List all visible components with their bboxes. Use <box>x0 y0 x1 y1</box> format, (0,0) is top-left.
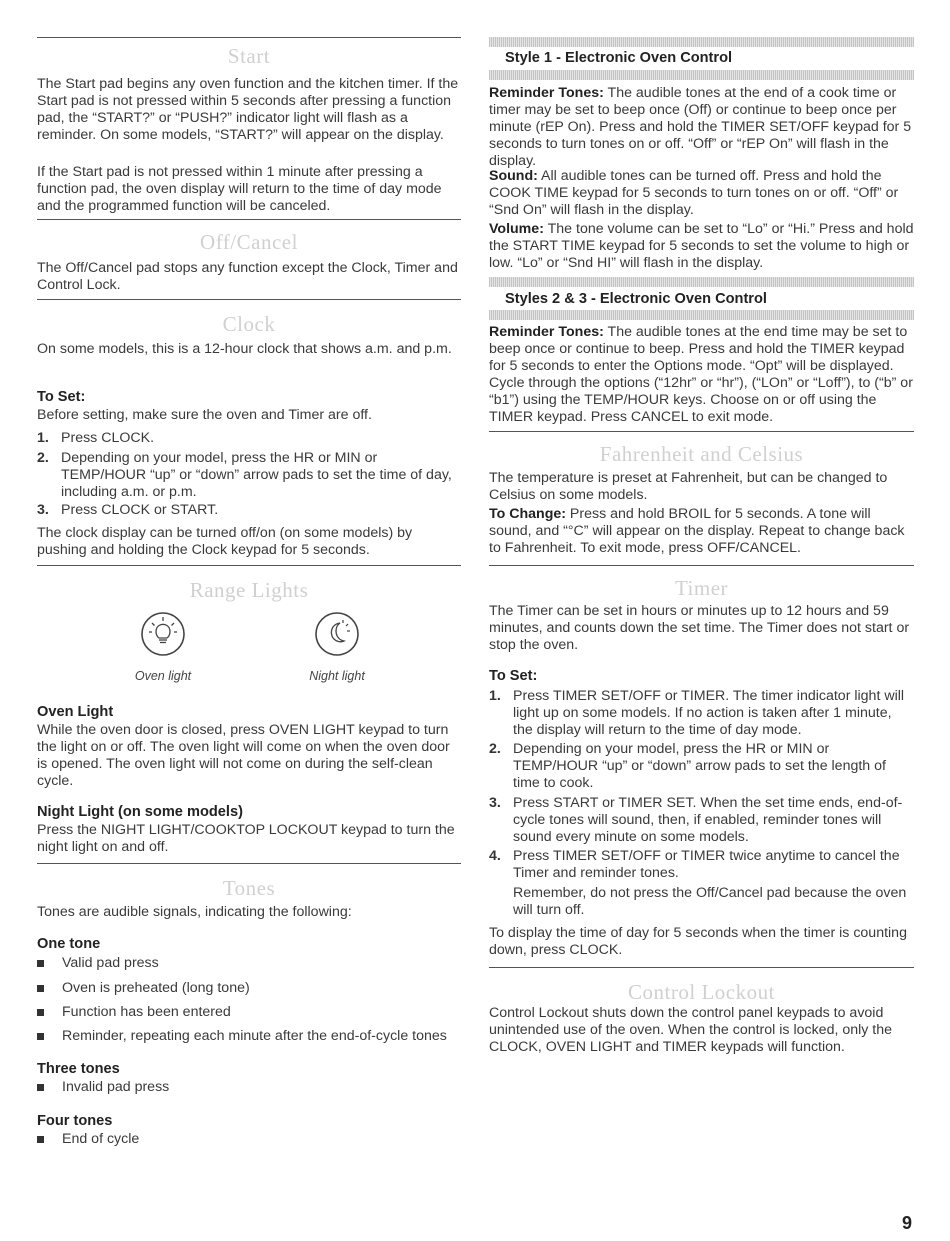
to-change-text: Press and hold BROIL for 5 seconds. A tone will sound, and “°C” will appear on the display. Repeat to change back to Fahrenheit. To exit mode, press OFF/CANCEL. <box>489 506 905 556</box>
bullet-icon <box>37 1033 44 1040</box>
style1-volume <box>489 221 914 272</box>
timer-to-set-heading: To Set: <box>489 668 538 684</box>
list-item: Oven is preheated (long tone) <box>62 980 250 996</box>
list-item: Valid pad press <box>62 955 159 971</box>
header-band <box>489 310 914 320</box>
control-lockout-title: Control Lockout <box>628 980 775 1004</box>
reminder-tones-text: The audible tones at the end of a cook time or timer may be set to beep once (Off) or continue to beep once per minute (rEP On). Press and hold the TIMER SET/OFF keypad for 5 seconds to turn tones on or off. “Off” or “rEP On” will flash in the display. <box>489 85 912 169</box>
start-paragraph-2: If the Start pad is not pressed within 1 minute after pressing a function pad, the oven display will return to the time of day mode and the programmed function will be canceled. <box>37 164 442 214</box>
step-number: 1. <box>489 688 501 704</box>
step-text: Depending on your model, press the HR or MIN or TEMP/HOUR “up” or “down” arrow pads to set the length of time to cook. <box>513 741 886 791</box>
oven-light-text: While the oven door is closed, press OVEN LIGHT keypad to turn the light on or off. The oven light will come on when the oven door is opened. The oven light will not come on during the self-clean cycle. <box>37 722 450 789</box>
step-number: 1. <box>37 430 49 446</box>
clock-paragraph-3: The clock display can be turned off/on (on some models) by pushing and holding the Clock keypad for 5 seconds. <box>37 525 413 558</box>
night-light-heading: Night Light (on some models) <box>37 804 243 820</box>
step-text: Press TIMER SET/OFF or TIMER. The timer indicator light will light up on some models. If no action is taken after 1 minute, the display will return to the time of day mode. <box>513 688 905 738</box>
list-item: End of cycle <box>62 1131 140 1147</box>
clock-to-set-heading: To Set: <box>37 389 86 405</box>
step-number: 4. <box>489 848 501 864</box>
fahrenheit-paragraph: The temperature is preset at Fahrenheit, but can be changed to Celsius on some models. <box>489 470 888 503</box>
section-divider <box>489 967 914 968</box>
list-item: Invalid pad press <box>62 1079 170 1095</box>
style1-sound <box>489 168 914 219</box>
timer-paragraph-1: The Timer can be set in hours or minutes up to 12 hours and 59 minutes, and counts down the set time. The Timer does not start or stop the oven. <box>489 603 910 653</box>
tones-title: Tones <box>222 876 276 900</box>
to-change-label: To Change: <box>489 506 566 522</box>
start-paragraph-1: The Start pad begins any oven function and the kitchen timer. If the Start pad is not pressed within 5 seconds after pressing a function pad, the “START?” or “PUSH?” indicator light will flash as a reminder. On some models, “START?” will appear on the display. <box>37 76 459 143</box>
step-number: 3. <box>37 502 49 518</box>
sound-text: All audible tones can be turned off. Press and hold the COOK TIME keypad for 5 seconds to turn tones on or off. “Off” or “Snd On” will flash in the display. <box>489 168 899 218</box>
step-text: Depending on your model, press the HR or MIN or TEMP/HOUR “up” or “down” arrow pads to set the time of day, including a.m. or p.m. <box>61 450 452 500</box>
step-text: Press CLOCK or START. <box>61 502 219 518</box>
style23-title: Styles 2 & 3 - Electronic Oven Control <box>505 291 767 307</box>
style1-reminder-tones <box>489 85 914 170</box>
clock-paragraph-1: On some models, this is a 12-hour clock that shows a.m. and p.m. <box>37 341 452 357</box>
section-divider <box>37 219 461 220</box>
style23-reminder-tones <box>489 324 914 426</box>
volume-text: The tone volume can be set to “Lo” or “Hi.” Press and hold the START TIME keypad for 5 seconds to set the volume to high or low. “Lo” or “Snd HI” will flash in the display. <box>489 221 914 271</box>
fahrenheit-title: Fahrenheit and Celsius <box>599 442 804 466</box>
section-divider <box>37 565 461 566</box>
timer-remember: Remember, do not press the Off/Cancel pad because the oven will turn off. <box>513 885 907 918</box>
step-number: 2. <box>489 741 501 757</box>
fahrenheit-change <box>489 506 914 557</box>
offcancel-paragraph: The Off/Cancel pad stops any function except the Clock, Timer and Control Lock. <box>37 260 458 293</box>
section-divider <box>37 863 461 864</box>
step-number: 3. <box>489 795 501 811</box>
start-title: Start <box>227 44 271 68</box>
reminder-tones-label: Reminder Tones: <box>489 324 604 340</box>
reminder-tones-text: The audible tones at the end time may be set to beep once or continue to beep. Press and hold the TIMER keypad for 5 seconds to enter the Options mode. “Opt” will be displayed. Cycle through the options (“12hr” or “hr”), (“LOn” or “Loff”), to (“b” or “b1”) using the TEMP/HOUR keys. Choose on or off using the TIMER keypad. Press CANCEL to exit mode. <box>489 324 913 425</box>
tones-intro: Tones are audible signals, indicating the following: <box>37 904 352 920</box>
style1-title: Style 1 - Electronic Oven Control <box>505 50 733 66</box>
volume-label: Volume: <box>489 221 544 237</box>
section-divider <box>489 565 914 566</box>
bullet-icon <box>37 1009 44 1016</box>
header-band <box>489 37 914 47</box>
list-item: Function has been entered <box>62 1004 231 1020</box>
step-text: Press CLOCK. <box>61 430 155 446</box>
range-lights-title: Range Lights <box>189 578 309 602</box>
control-lockout-paragraph: Control Lockout shuts down the control panel keypads to avoid unintended use of the oven. When the control is locked, only the CLOCK, OVEN LIGHT and TIMER keypads will function. <box>489 1005 893 1055</box>
step-text: Press TIMER SET/OFF or TIMER twice anytime to cancel the Timer and reminder tones. <box>513 848 900 881</box>
bullet-icon <box>37 1136 44 1143</box>
night-light-icon <box>313 610 361 658</box>
clock-paragraph-2: Before setting, make sure the oven and Timer are off. <box>37 407 372 423</box>
section-divider <box>489 431 914 432</box>
header-band <box>489 70 914 80</box>
three-tones-heading: Three tones <box>37 1061 120 1077</box>
step-text: Press START or TIMER SET. When the set time ends, end-of-cycle tones will sound, then, if enabled, reminder tones will sound every minute on some models. <box>513 795 903 845</box>
reminder-tones-label: Reminder Tones: <box>489 85 604 101</box>
night-light-caption: Night light <box>309 669 365 683</box>
sound-label: Sound: <box>489 168 538 184</box>
night-light-text: Press the NIGHT LIGHT/COOKTOP LOCKOUT keypad to turn the night light on and off. <box>37 822 455 855</box>
timer-paragraph-2: To display the time of day for 5 seconds when the timer is counting down, press CLOCK. <box>489 925 907 958</box>
clock-title: Clock <box>222 312 276 336</box>
step-number: 2. <box>37 450 49 466</box>
oven-light-caption: Oven light <box>134 669 192 683</box>
one-tone-heading: One tone <box>37 936 101 952</box>
bullet-icon <box>37 1084 44 1091</box>
bullet-icon <box>37 960 44 967</box>
header-band <box>489 277 914 287</box>
four-tones-heading: Four tones <box>37 1113 113 1129</box>
oven-light-icon <box>139 610 187 658</box>
list-item: Reminder, repeating each minute after the end-of-cycle tones <box>62 1028 447 1044</box>
page-number: 9 <box>901 1213 912 1233</box>
offcancel-title: Off/Cancel <box>200 230 298 254</box>
bullet-icon <box>37 985 44 992</box>
oven-light-heading: Oven Light <box>37 704 114 720</box>
section-divider <box>37 299 461 300</box>
section-divider <box>37 37 461 38</box>
timer-title: Timer <box>674 576 729 600</box>
